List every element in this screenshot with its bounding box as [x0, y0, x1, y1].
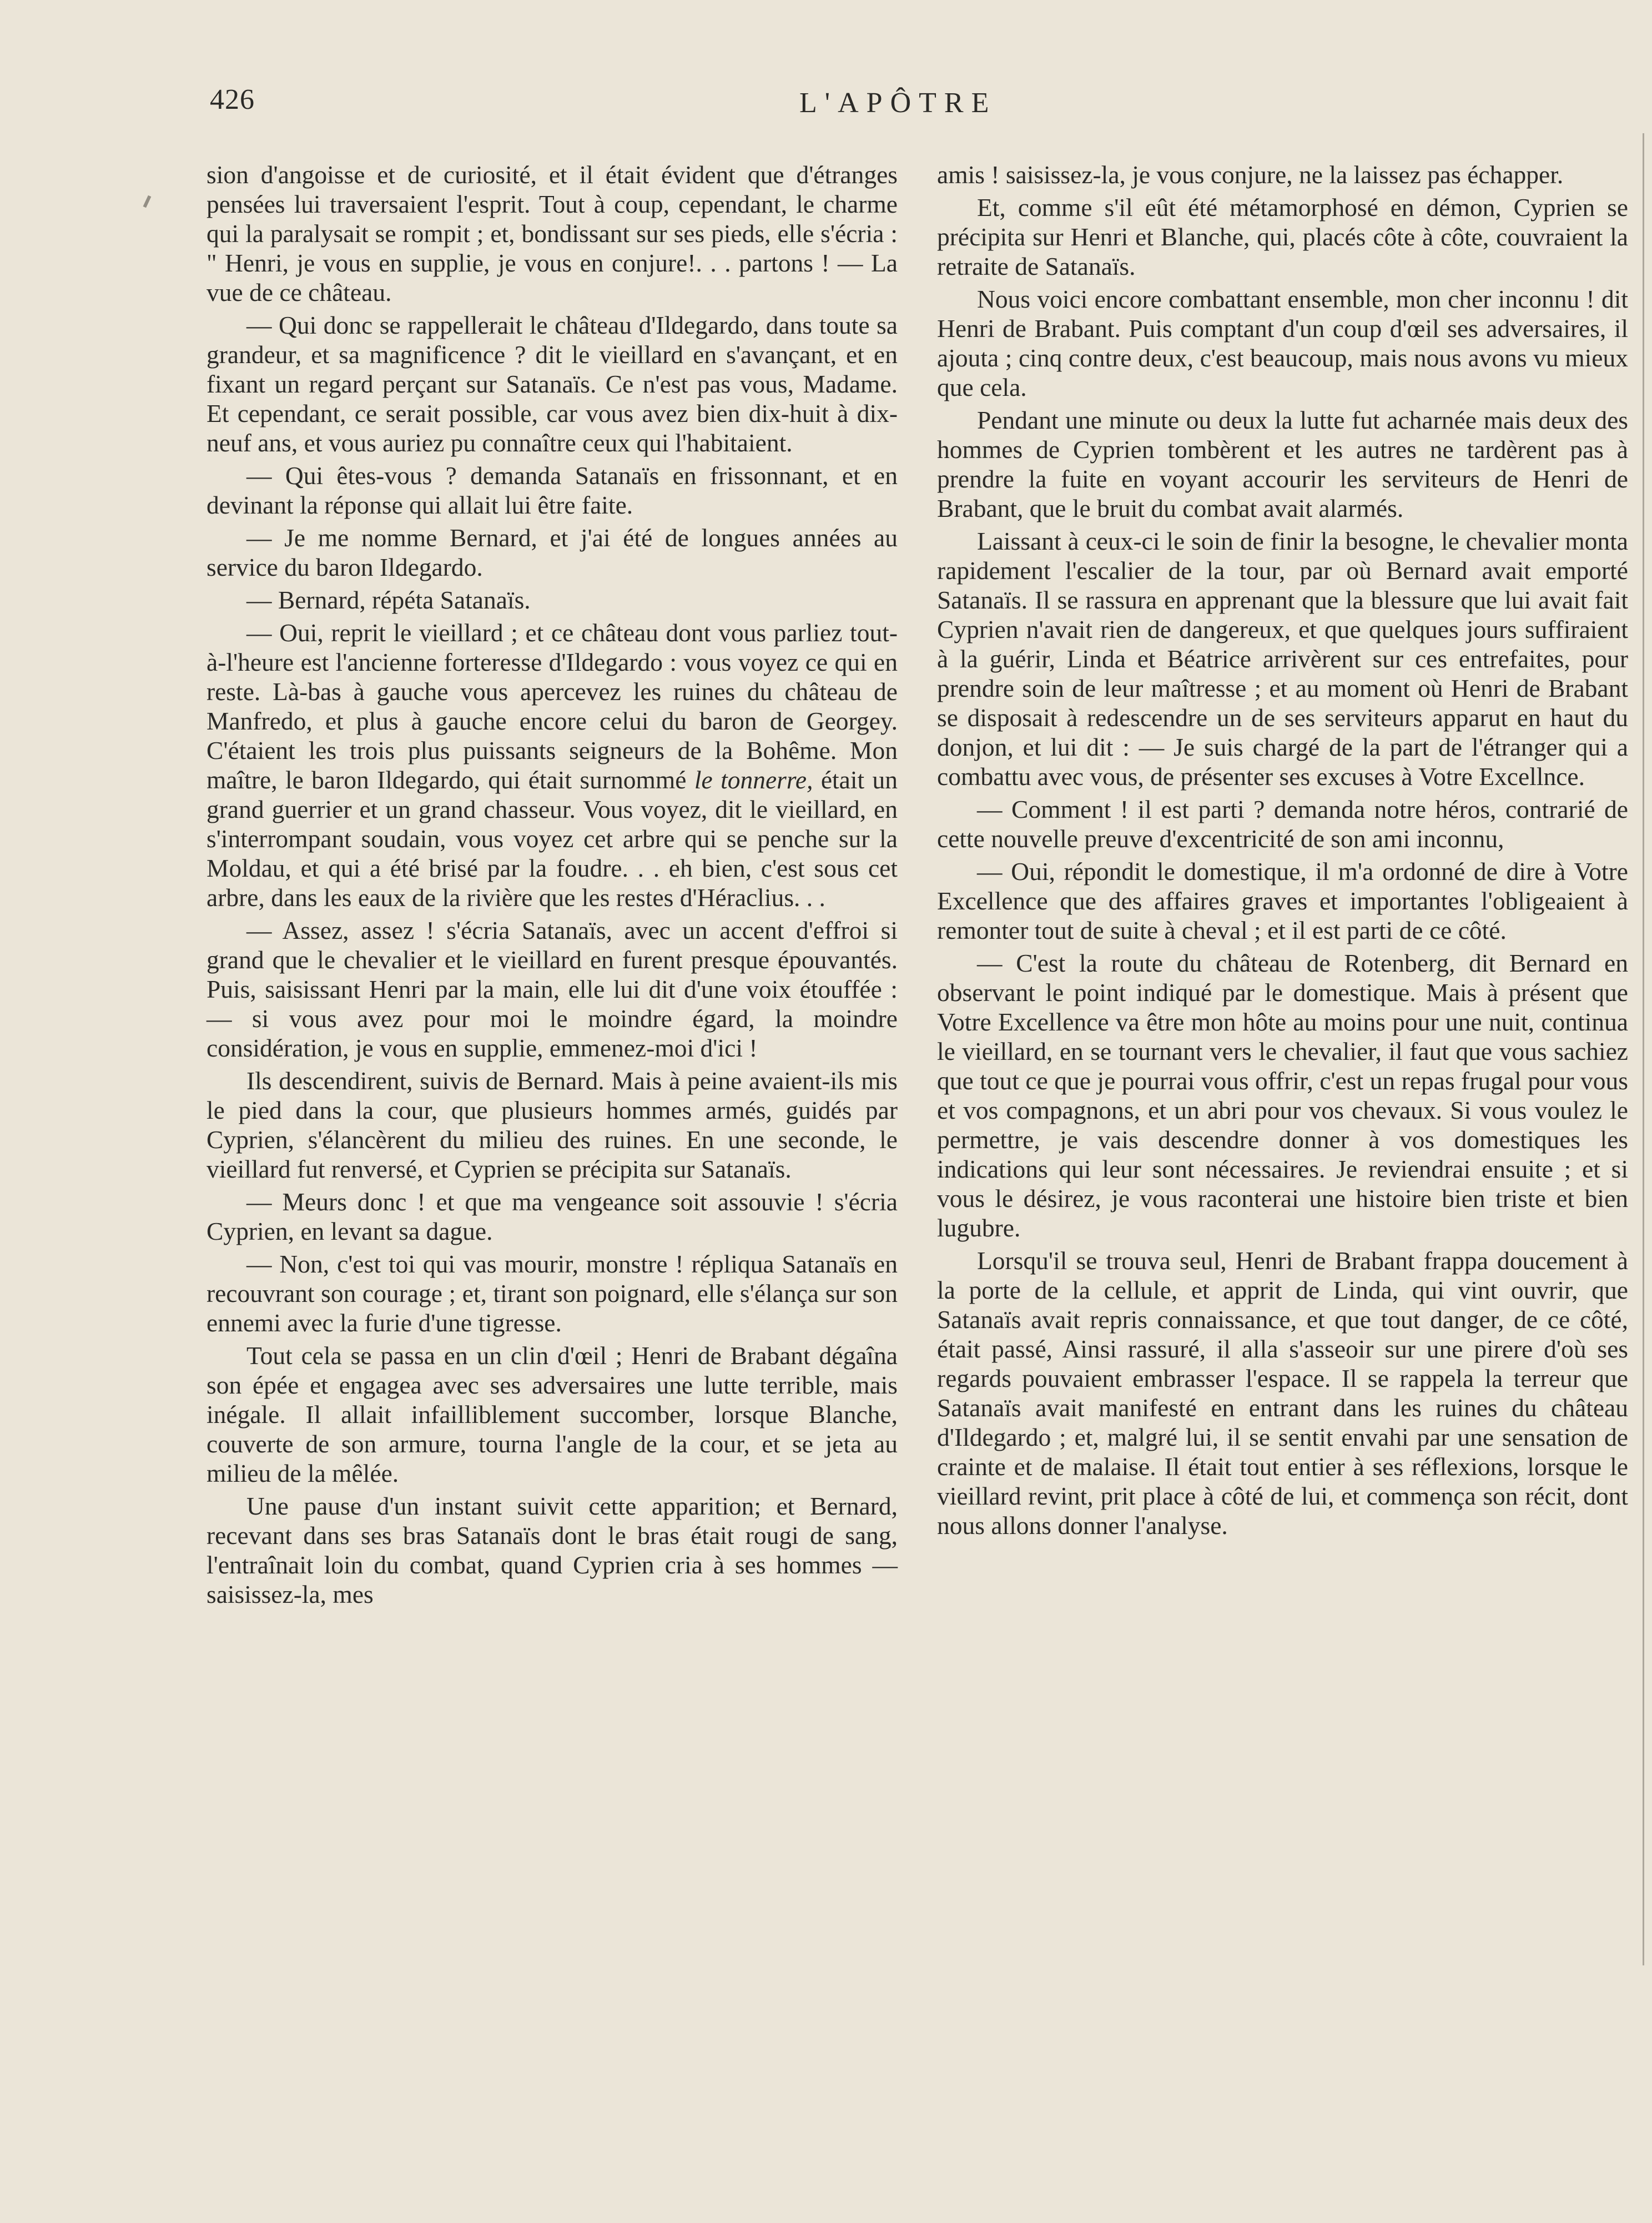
paragraph: Laissant à ceux-ci le soin de finir la besogne, le chevalier monta rapidement l'escalier de la tour, par où Bernard avait emporté Satanaïs. Il se rassura en apprenant que la blessure que lui avait fait Cyprien n'avait rien de dangereux, et que quelques jours suffiraient à la guérir, Linda et Béatrice arrivèrent sur ces entrefaites, pour prendre soin de leur maîtresse ; et au moment où Henri de Brabant se disposait à redescendre un de ses serviteurs apparut en haut du donjon, et lui dit : — Je suis chargé de la part de l'étranger qui a combattu avec vous, de présenter ses excuses à Votre Excellnce.: [937, 527, 1628, 791]
paragraph: — C'est la route du château de Rotenberg, dit Bernard en observant le point indiqué par le domestique. Mais à présent que Votre Excellence va être mon hôte au moins pour une nuit, continua le vieillard, en se tournant vers le chevalier, il faut que vous sachiez que tout ce que je pourrai vous offrir, c'est un repas frugal pour vous et vos compagnons, et un abri pour vos chevaux. Si vous voulez le permettre, je vais descendre donner à vos domestiques les indications qui leur sont nécessaires. Je reviendrai ensuite ; et si vous le désirez, je vous raconterai une histoire bien triste et bien lugubre.: [937, 949, 1628, 1242]
page-number: 426: [210, 84, 255, 115]
paragraph: — Qui donc se rappellerait le château d'Ildegardo, dans toute sa grandeur, et sa magnificence ? dit le vieillard en s'avançant, et en fixant un regard perçant sur Satanaïs. Ce n'est pas vous, Madame. Et cependant, ce serait possible, car vous avez bien dix-huit à dix-neuf ans, et vous auriez pu connaître ceux qui l'habitaient.: [206, 311, 898, 457]
paragraph: Lorsqu'il se trouva seul, Henri de Brabant frappa doucement à la porte de la cellule, et apprit de Linda, qui vint ouvrir, que Satanaïs avait repris connaissance, et que tout danger, de ce côté, était passé, Ainsi rassuré, il alla s'asseoir sur une pirere d'où ses regards pouvaient embrasser l'espace. Il se rappela la terreur que Satanaïs avait manifesté en entrant dans les ruines du château d'Ildegardo ; et, malgré lui, il se sentit envahi par une sensation de crainte et de malaise. Il était tout entier à ses réflexions, lorsque le vieillard revint, prit place à côté de lui, et commença son récit, dont nous allons donner l'analyse.: [937, 1246, 1628, 1540]
paragraph: Nous voici encore combattant ensemble, mon cher inconnu ! dit Henri de Brabant. Puis comptant d'un coup d'œil ses adversaires, il ajouta ; cinq contre deux, c'est beaucoup, mais nous avons vu mieux que cela.: [937, 285, 1628, 401]
paragraph: Ils descendirent, suivis de Bernard. Mais à peine avaient-ils mis le pied dans la cour, que plusieurs hommes armés, guidés par Cyprien, s'élancèrent du milieu des ruines. En une seconde, le vieillard fut renversé, et Cyprien se précipita sur Satanaïs.: [206, 1067, 898, 1183]
paragraph-text: était un grand guerrier et un grand chasseur. Vous voyez, dit le vieillard, en s'interrompant soudain, vous voyez cet arbre qui se penche sur la Moldau, et qui a été brisé par la foudre. . . eh bien, c'est sous cet arbre, dans les eaux de la rivière que les restes d'Héraclius. . .: [206, 766, 898, 912]
paragraph: sion d'angoisse et de curiosité, et il était évident que d'étranges pensées lui traversaient l'esprit. Tout à coup, cependant, le charme qui la paralysait se rompit ; et, bondissant sur ses pieds, elle s'écria : " Henri, je vous en supplie, je vous en conjure!. . . partons ! — La vue de ce château.: [206, 160, 898, 306]
paragraph: — Assez, assez ! s'écria Satanaïs, avec un accent d'effroi si grand que le chevalier et le vieillard en furent presque épouvantés. Puis, saisissant Henri par la main, elle lui dit d'une voix étouffée : — si vous avez pour moi le moindre égard, la moindre considération, je vous en supplie, emmenez-moi d'ici !: [206, 916, 898, 1062]
page-header: [0, 83, 1652, 128]
right-text-column: [937, 160, 1628, 1543]
paragraph: — Meurs donc ! et que ma vengeance soit assouvie ! s'écria Cyprien, en levant sa dague.: [206, 1188, 898, 1245]
paragraph: — Non, c'est toi qui vas mourir, monstre ! répliqua Satanaïs en recouvrant son courage ; et, tirant son poignard, elle s'élança sur son ennemi avec la furie d'une tigresse.: [206, 1250, 898, 1337]
paragraph: Tout cela se passa en un clin d'œil ; Henri de Brabant dégaîna son épée et engagea avec ses adversaires une lutte terrible, mais inégale. Il allait infailliblement succomber, lorsque Blanche, couverte de son armure, tourna l'angle de la cour, et se jeta au milieu de la mêlée.: [206, 1341, 898, 1487]
paragraph: — Bernard, répéta Satanaïs.: [246, 586, 531, 614]
paragraph: Et, comme s'il eût été métamorphosé en démon, Cyprien se précipita sur Henri et Blanche, qui, placés côte à côte, couvraient la retraite de Satanaïs.: [937, 193, 1628, 280]
left-text-column: [206, 160, 898, 1612]
paragraph: — Qui êtes-vous ? demanda Satanaïs en frissonnant, et en devinant la réponse qui allait lui être faite.: [206, 461, 898, 519]
italic-text: le tonnerre,: [694, 766, 813, 794]
paragraph: [206, 618, 898, 912]
paragraph: amis ! saisissez-la, je vous conjure, ne la laissez pas échapper.: [937, 160, 1564, 189]
paragraph: — Comment ! il est parti ? demanda notre héros, contrarié de cette nouvelle preuve d'excentricité de son ami inconnu,: [937, 795, 1628, 853]
paragraph: — Oui, répondit le domestique, il m'a ordonné de dire à Votre Excellence que des affaires graves et importantes l'obligeaient à remonter tout de suite à cheval ; et il est parti de ce côté.: [937, 857, 1628, 944]
page-edge-line: [1643, 133, 1644, 1965]
paragraph-text: — Oui, reprit le vieillard ; et ce château dont vous parliez tout-à-l'heure est l'ancienne forteresse d'Ildegardo : vous voyez ce qui en reste. Là-bas à gauche vous apercevez les ruines du château de Manfredo, et plus à gauche encore celui du baron de Georgey. C'étaient les trois plus puissants seigneurs de la Bohême. Mon maître, le baron Ildegardo, qui était surnommé: [206, 618, 898, 794]
paragraph: — Je me nomme Bernard, et j'ai été de longues années au service du baron Ildegardo.: [206, 524, 898, 581]
paragraph: Pendant une minute ou deux la lutte fut acharnée mais deux des hommes de Cyprien tombèrent et les autres ne tardèrent pas à prendre la fuite en voyant accourir les serviteurs de Henri de Brabant, que le bruit du combat avait alarmés.: [937, 406, 1628, 522]
margin-pencil-mark: [143, 195, 152, 208]
running-title: L'APÔTRE: [799, 87, 997, 119]
paragraph: Une pause d'un instant suivit cette apparition; et Bernard, recevant dans ses bras Satanaïs dont le bras était rougi de sang, l'entraînait loin du combat, quand Cyprien cria à ses hommes — saisissez-la, mes: [206, 1492, 898, 1608]
